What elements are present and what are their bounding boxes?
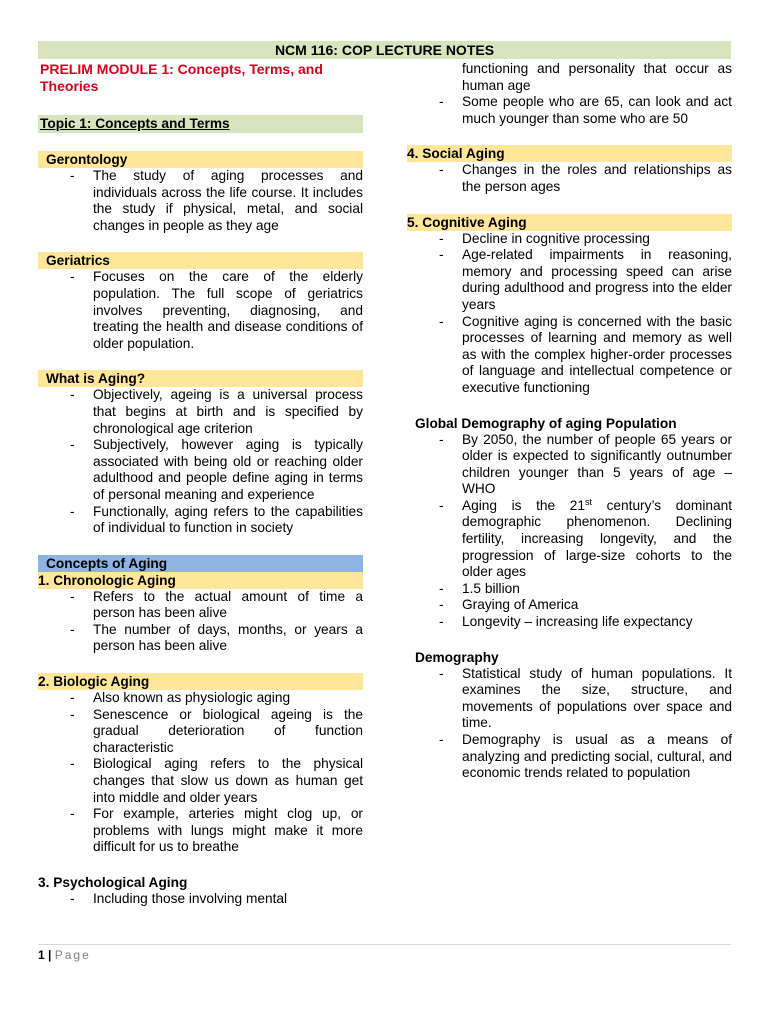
page-footer — [38, 948, 91, 962]
cognitive-list — [407, 231, 732, 397]
page-label: Page — [54, 948, 91, 962]
footer-divider — [38, 944, 731, 945]
biologic-list — [38, 690, 363, 856]
section-heading-what-is-aging: What is Aging? — [38, 370, 363, 387]
topic-heading: Topic 1: Concepts and Terms — [38, 115, 363, 133]
section-heading-geriatrics: Geriatrics — [38, 252, 363, 269]
list-item: - Demography is usual as a means of analyzing and predicting social, cultural, and economic trends related to population — [407, 732, 732, 782]
list-item: - Also known as physiologic aging — [38, 690, 363, 707]
list-item-continuation: functioning and personality that occur as human age — [462, 61, 732, 93]
section-heading-social-aging: 4. Social Aging — [407, 145, 732, 162]
geriatrics-list — [38, 269, 363, 352]
list-item-text: Aging is the 21 — [462, 497, 585, 513]
global-demography-list — [407, 432, 732, 631]
section-heading-demography: Demography — [415, 649, 499, 665]
psychological-list-start — [38, 891, 363, 908]
list-item: - Functionally, aging refers to the capabilities of individual to function in society — [38, 504, 363, 537]
list-item: - Longevity – increasing life expectancy — [407, 614, 732, 631]
section-heading-gerontology: Gerontology — [38, 151, 363, 168]
list-item: - By 2050, the number of people 65 years or older is expected to significantly outnumber children younger than 5 years of age – WHO — [407, 432, 732, 498]
list-item: - Decline in cognitive processing — [407, 231, 732, 248]
list-item: - Graying of America — [407, 597, 732, 614]
list-item: - Objectively, ageing is a universal process that begins at birth and is specified by chronological age criterion — [38, 387, 363, 437]
list-item: - Statistical study of human populations. It examines the size, structure, and movements of populations over space and time. — [407, 666, 732, 732]
page-header: NCM 116: COP LECTURE NOTES — [38, 41, 731, 59]
list-item — [407, 498, 732, 581]
list-item: - For example, arteries might clog up, or problems with lungs might make it more difficult for us to breathe — [38, 806, 363, 856]
gerontology-list — [38, 168, 363, 234]
social-list — [407, 162, 732, 195]
list-item: - Cognitive aging is concerned with the basic processes of learning and memory as well as with the complex higher-order processes of language and intellectual competence or executive functioning — [407, 314, 732, 397]
page-separator: | — [44, 948, 55, 962]
section-heading-concepts-of-aging: Concepts of Aging — [38, 555, 363, 572]
list-item: - Subjectively, however aging is typically associated with being old or reaching older adulthood and people define aging in terms of personal meaning and experience — [38, 437, 363, 503]
section-heading-cognitive-aging: 5. Cognitive Aging — [407, 214, 732, 231]
list-item: - Senescence or biological ageing is the gradual deterioration of function characteristic — [38, 707, 363, 757]
list-item: - 1.5 billion — [407, 581, 732, 598]
list-item: - The study of aging processes and individuals across the life course. It includes the study if physical, metal, and social changes in people as they age — [38, 168, 363, 234]
list-item: - Age-related impairments in reasoning, memory and processing speed can arise during adulthood and progress into the elder years — [407, 247, 732, 313]
chronologic-list — [38, 589, 363, 655]
demography-list — [407, 666, 732, 782]
list-item: - Including those involving mental — [38, 891, 363, 908]
list-item: - Some people who are 65, can look and act much younger than some who are 50 — [407, 94, 732, 127]
ordinal-suffix: st — [584, 496, 592, 507]
list-item: - Refers to the actual amount of time a person has been alive — [38, 589, 363, 622]
right-column — [407, 61, 732, 782]
list-item: - Focuses on the care of the elderly population. The full scope of geriatrics involves preventing, diagnosing, and treating the health and disease conditions of older population. — [38, 269, 363, 352]
module-title: PRELIM MODULE 1: Concepts, Terms, and Theories — [40, 61, 323, 94]
page-number: 1 — [38, 948, 45, 962]
section-heading-psychological-aging: 3. Psychological Aging — [38, 875, 188, 890]
section-heading-biologic-aging: 2. Biologic Aging — [38, 673, 363, 690]
list-item: - Biological aging refers to the physical changes that slow us down as human get into middle and older years — [38, 756, 363, 806]
list-item: - Changes in the roles and relationships as the person ages — [407, 162, 732, 195]
list-item: - The number of days, months, or years a person has been alive — [38, 622, 363, 655]
section-heading-chronologic-aging: 1. Chronologic Aging — [38, 572, 363, 589]
psychological-list — [407, 94, 732, 127]
what-is-aging-list — [38, 387, 363, 536]
left-column — [38, 61, 363, 908]
list-item-text: century’s dominant demographic phenomenon. Declining fertility, increasing longevity, and the progression of large-size cohorts to the older ages — [462, 497, 732, 580]
section-heading-global-demography: Global Demography of aging Population — [415, 415, 677, 431]
